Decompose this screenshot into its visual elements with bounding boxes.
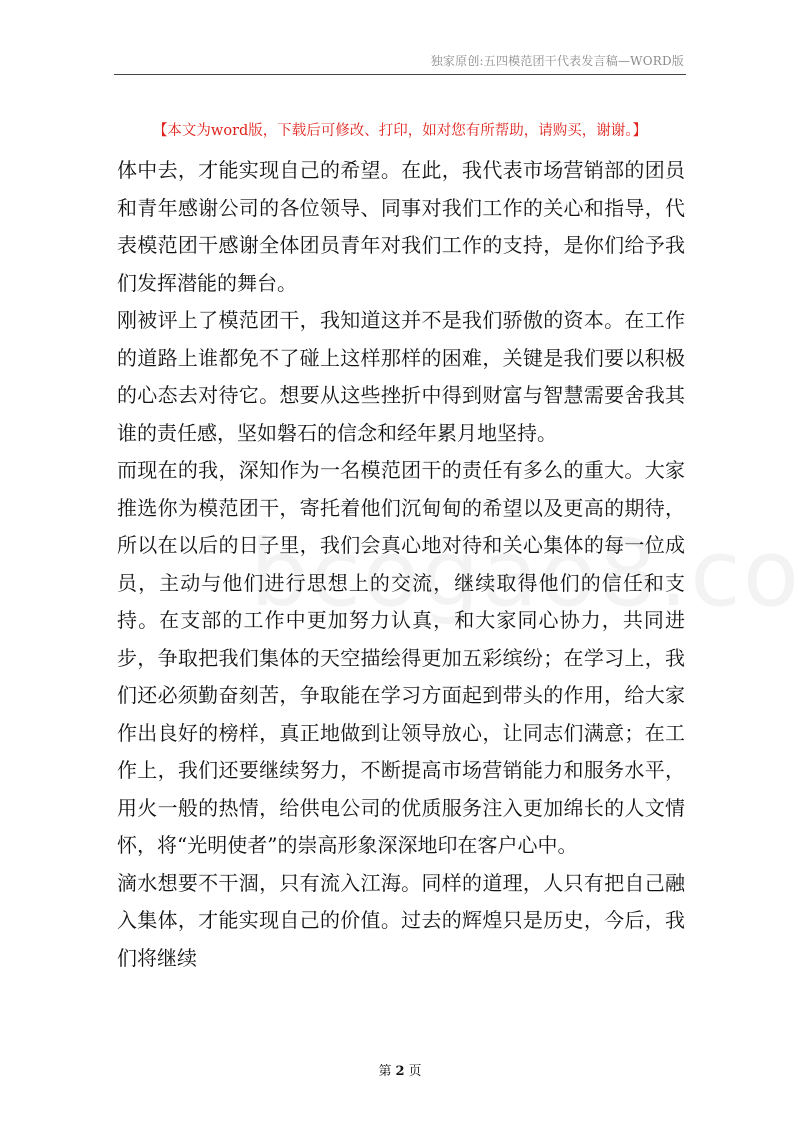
paragraph: 滴水想要不干涸，只有流入江海。同样的道理，人只有把自己融入集体，才能实现自己的价值。过去的辉煌只是历史，今后，我们将继续 — [117, 870, 685, 970]
page-number: 2 — [395, 1064, 405, 1079]
document-body — [117, 152, 685, 977]
header-title: 独家原创:五四模范团干代表发言稿—WORD版 — [430, 54, 684, 68]
page-prefix: 第 — [378, 1064, 392, 1079]
header-divider — [114, 74, 686, 75]
paragraph: 体中去，才能实现自己的希望。在此，我代表市场营销部的团员和青年感谢公司的各位领导、同事对我们工作的关心和指导，代表模范团干感谢全体团员青年对我们工作的支持，是你们给予我们发挥潜能的舞台。 — [117, 158, 685, 295]
page-footer — [0, 1060, 800, 1079]
paragraph: 刚被评上了模范团干，我知道这并不是我们骄傲的资本。在工作的道路上谁都免不了碰上这样那样的困难，关键是我们要以积极的心态去对待它。想要从这些挫折中得到财富与智慧需要舍我其谁的责任感，坚如磐石的信念和经年累月地坚持。 — [117, 308, 685, 445]
paragraph: 而现在的我，深知作为一名模范团干的责任有多么的重大。大家推选你为模范团干，寄托着他们沉甸甸的希望以及更高的期待，所以在以后的日子里，我们会真心地对待和关心集体的每一位成员，主动与他们进行思想上的交流，继续取得他们的信任和支持。在支部的工作中更加努力认真，和大家同心协力，共同进步，争取把我们集体的天空描绘得更加五彩缤纷；在学习上，我们还必须勤奋刻苦，争取能在学习方面起到带头的作用，给大家作出良好的榜样，真正地做到让领导放心，让同志们满意；在工作上，我们还要继续努力，不断提高市场营销能力和服务水平，用火一般的热情，给供电公司的优质服务注入更加绵长的人文情怀，将“光明使者”的崇高形象深深地印在客户心中。 — [117, 458, 685, 857]
page-suffix: 页 — [408, 1064, 422, 1079]
download-notice: 【本文为word版，下载后可修改、打印，如对您有所帮助，请购买，谢谢。】 — [152, 123, 648, 139]
